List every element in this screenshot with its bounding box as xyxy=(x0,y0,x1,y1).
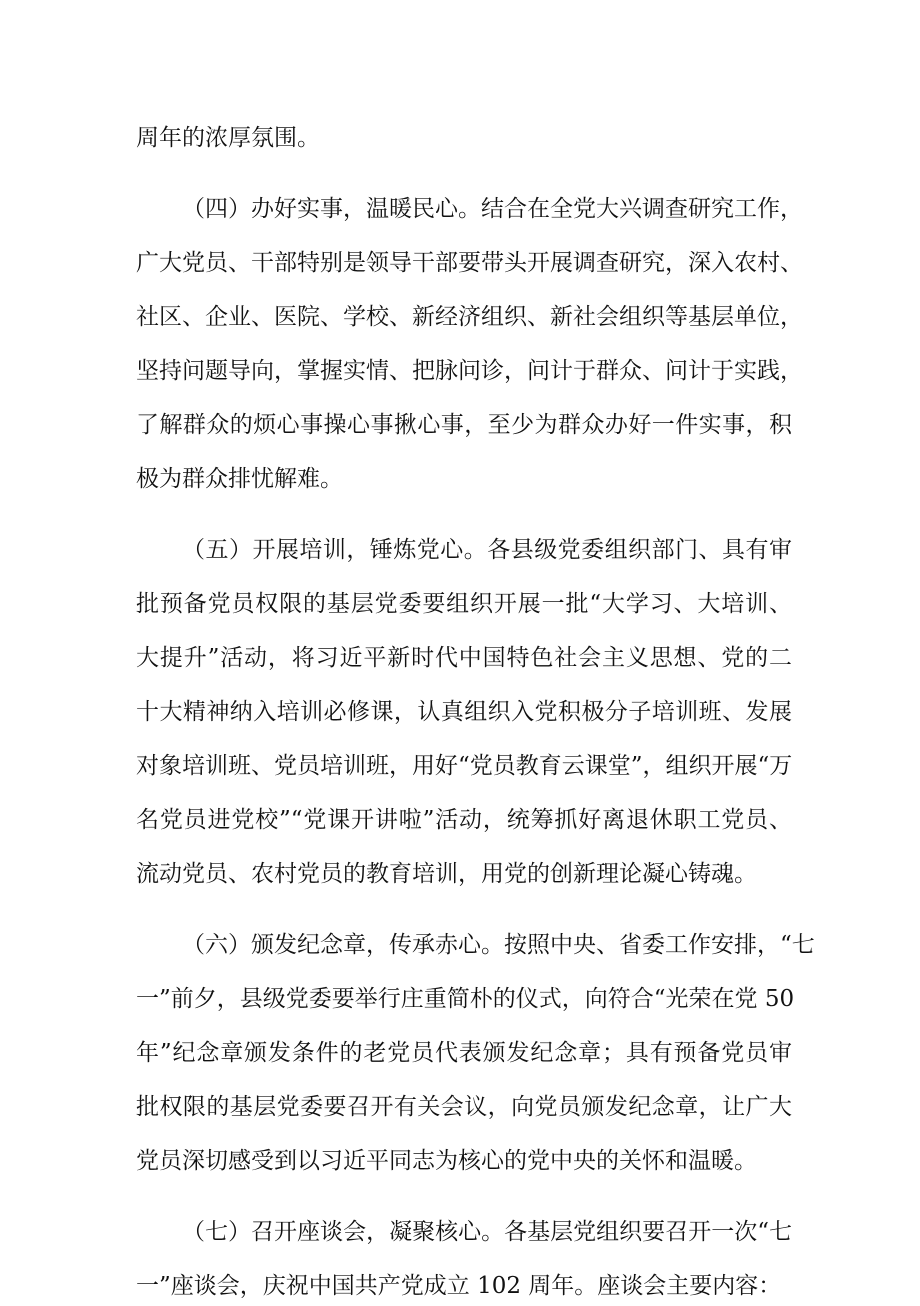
text-line: 极为群众排忧解难。 xyxy=(136,466,343,492)
text-line: 党员深切感受到以习近平同志为核心的党中央的关怀和温暖。 xyxy=(136,1148,757,1174)
text-line: 批预备党员权限的基层党委要组织开展一批“大学习、大培训、 xyxy=(136,591,792,617)
text-line: （七）召开座谈会，凝聚核心。各基层党组织要召开一次“七 xyxy=(182,1219,792,1245)
text-line: 名党员进党校”“党课开讲啦”活动，统筹抓好离退休职工党员、 xyxy=(136,807,792,833)
text-line: （五）开展培训，锤炼党心。各县级党委组织部门、具有审 xyxy=(182,537,792,563)
text-line: 周年的浓厚氛围。 xyxy=(136,125,320,151)
text-line: （六）颁发纪念章，传承赤心。按照中央、省委工作安排，“七 xyxy=(182,932,815,958)
text-line: 大提升”活动，将习近平新时代中国特色社会主义思想、党的二 xyxy=(136,645,792,671)
text-line: 批权限的基层党委要召开有关会议，向党员颁发纪念章，让广大 xyxy=(136,1094,792,1120)
text-line: 广大党员、干部特别是领导干部要带头开展调查研究，深入农村、 xyxy=(136,250,803,276)
text-line: 社区、企业、医院、学校、新经济组织、新社会组织等基层单位， xyxy=(136,304,803,330)
text-line: （四）办好实事，温暖民心。结合在全党大兴调查研究工作， xyxy=(182,196,803,222)
text-line: 对象培训班、党员培训班，用好“党员教育云课堂”，组织开展“万 xyxy=(136,753,793,779)
text-line: 一”前夕，县级党委要举行庄重简朴的仪式，向符合“光荣在党 50 xyxy=(136,986,795,1012)
text-line: 十大精神纳入培训必修课，认真组织入党积极分子培训班、发展 xyxy=(136,699,792,725)
text-line: 一”座谈会，庆祝中国共产党成立 102 周年。座谈会主要内容： xyxy=(136,1273,782,1299)
text-line: 坚持问题导向，掌握实情、把脉问诊，问计于群众、问计于实践， xyxy=(136,358,803,384)
text-line: 了解群众的烦心事操心事揪心事，至少为群众办好一件实事，积 xyxy=(136,412,792,438)
text-line: 流动党员、农村党员的教育培训，用党的创新理论凝心铸魂。 xyxy=(136,861,757,887)
text-line: 年”纪念章颁发条件的老党员代表颁发纪念章；具有预备党员审 xyxy=(136,1040,792,1066)
